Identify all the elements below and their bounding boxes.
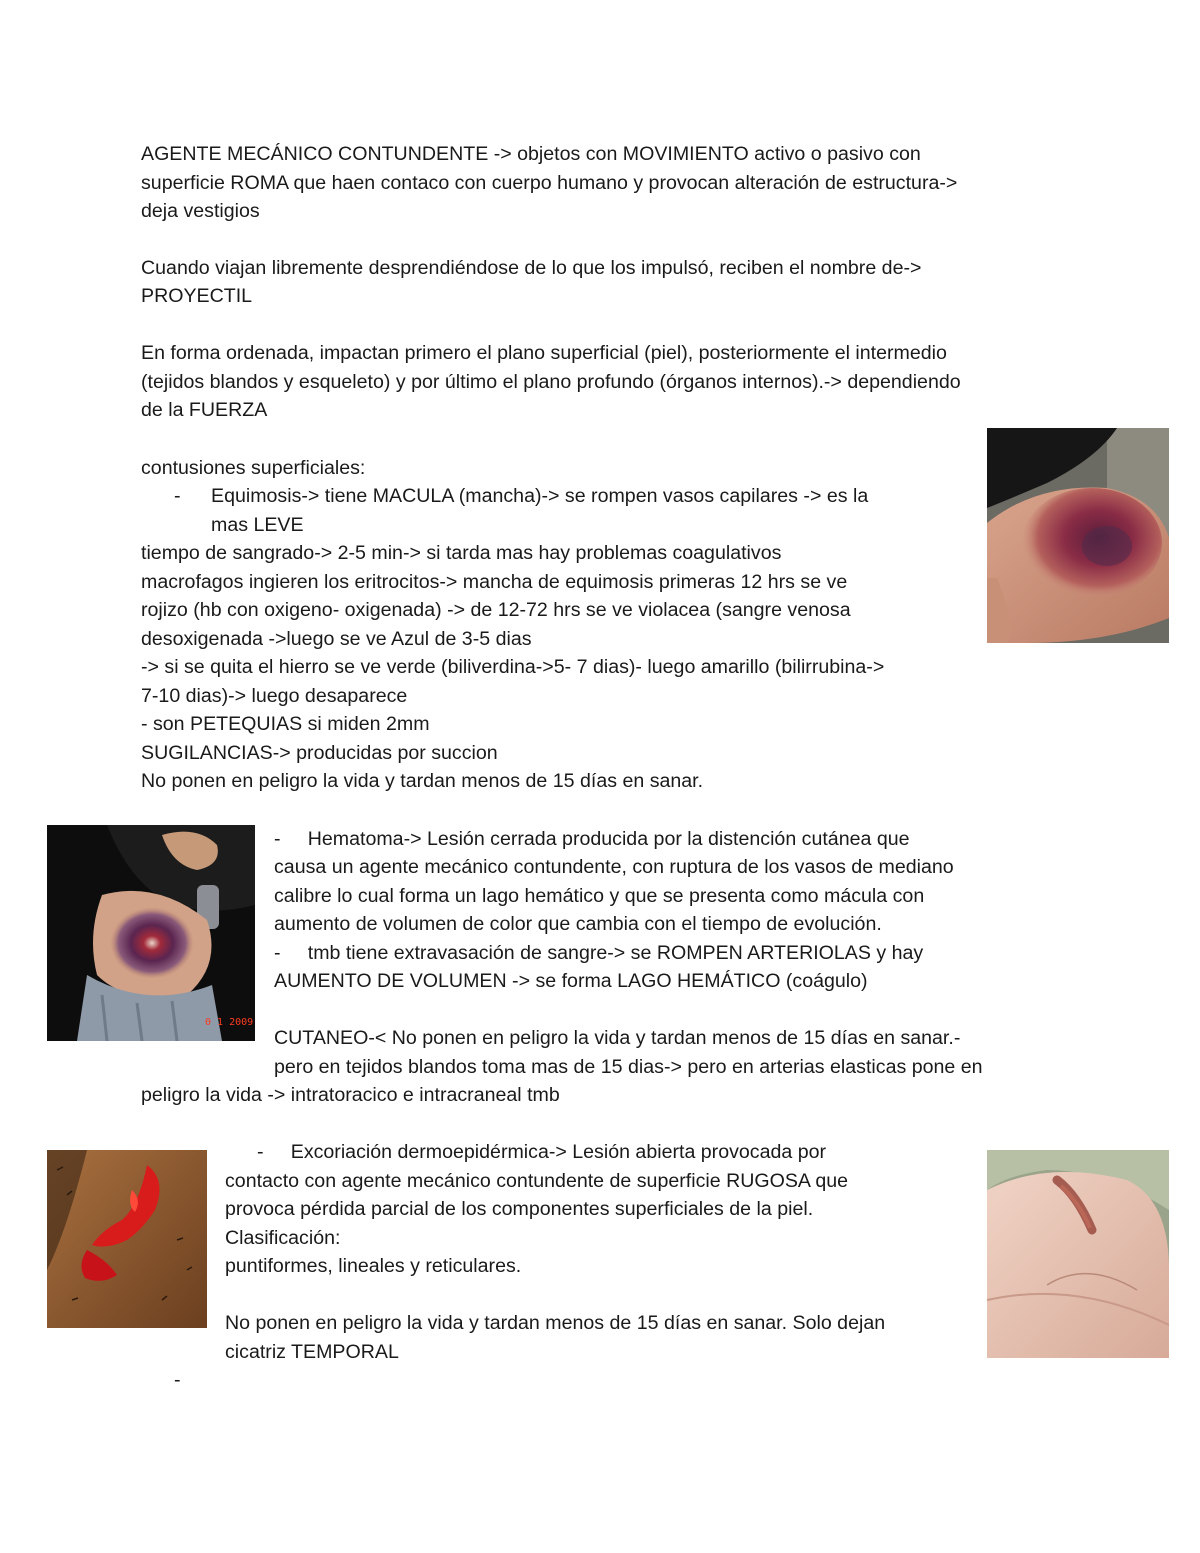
text-line: SUGILANCIAS-> producidas por succion bbox=[141, 742, 498, 764]
text-line: tiempo de sangrado-> 2-5 min-> si tarda mas hay problemas coagulativos bbox=[141, 542, 782, 564]
text-line: - Excoriación dermoepidérmica-> Lesión abierta provocada por bbox=[257, 1141, 827, 1163]
text-line: peligro la vida -> intratoracico e intracraneal tmb bbox=[141, 1084, 560, 1106]
text-line: pero en tejidos blandos toma mas de 15 dias-> pero en arterias elasticas pone en bbox=[274, 1056, 983, 1078]
excoriacion-knee-photo bbox=[987, 1150, 1169, 1358]
section-heading: contusiones superficiales: bbox=[141, 457, 366, 479]
text-line: Cuando viajan libremente desprendiéndose de lo que los impulsó, reciben el nombre de-> bbox=[141, 257, 922, 279]
text-line: (tejidos blandos y esqueleto) y por último el plano profundo (órganos internos).-> dependiendo bbox=[141, 371, 961, 393]
text-line: contacto con agente mecánico contundente de superficie RUGOSA que bbox=[225, 1170, 849, 1192]
text-line: - Hematoma-> Lesión cerrada producida por la distención cutánea que bbox=[274, 828, 910, 850]
text-line: -> si se quita el hierro se ve verde (biliverdina->5- 7 dias)- luego amarillo (bilirrubina-> bbox=[141, 656, 885, 678]
text-line: desoxigenada ->luego se ve Azul de 3-5 dias bbox=[141, 628, 532, 650]
text-line: No ponen en peligro la vida y tardan menos de 15 días en sanar. bbox=[141, 770, 704, 792]
bullet-marker: - bbox=[174, 485, 181, 507]
text-line: superficie ROMA que haen contaco con cuerpo humano y provocan alteración de estructura-> bbox=[141, 172, 958, 194]
bullet-marker: - bbox=[174, 1369, 181, 1391]
text-line: mas LEVE bbox=[211, 514, 304, 536]
text-line: PROYECTIL bbox=[141, 285, 253, 307]
text-line: 7-10 dias)-> luego desaparece bbox=[141, 685, 408, 707]
text-line: provoca pérdida parcial de los componentes superficiales de la piel. bbox=[225, 1198, 814, 1220]
text-line: Clasificación: bbox=[225, 1227, 341, 1249]
text-line: causa un agente mecánico contundente, con ruptura de los vasos de mediano bbox=[274, 856, 954, 878]
text-line: - son PETEQUIAS si miden 2mm bbox=[141, 713, 430, 735]
photo-date-stamp: 0 1 2009 bbox=[205, 1017, 254, 1028]
text-line: deja vestigios bbox=[141, 200, 260, 222]
text-line: cicatriz TEMPORAL bbox=[225, 1341, 399, 1363]
text-line: Equimosis-> tiene MACULA (mancha)-> se rompen vasos capilares -> es la bbox=[211, 485, 869, 507]
text-line: aumento de volumen de color que cambia con el tiempo de evolución. bbox=[274, 913, 882, 935]
text-line: AGENTE MECÁNICO CONTUNDENTE -> objetos con MOVIMIENTO activo o pasivo con bbox=[141, 143, 921, 165]
text-line: - tmb tiene extravasación de sangre-> se ROMPEN ARTERIOLAS y hay bbox=[274, 942, 924, 964]
text-line: En forma ordenada, impactan primero el plano superficial (piel), posteriormente el intermedio bbox=[141, 342, 947, 364]
text-line: calibre lo cual forma un lago hemático y que se presenta como mácula con bbox=[274, 885, 925, 907]
text-line: macrofagos ingieren los eritrocitos-> mancha de equimosis primeras 12 hrs se ve bbox=[141, 571, 848, 593]
text-line: AUMENTO DE VOLUMEN -> se forma LAGO HEMÁTICO (coágulo) bbox=[274, 970, 868, 992]
text-line: CUTANEO-< No ponen en peligro la vida y tardan menos de 15 días en sanar.- bbox=[274, 1027, 961, 1049]
equimosis-photo bbox=[987, 428, 1169, 643]
text-line: de la FUERZA bbox=[141, 399, 268, 421]
text-line: puntiformes, lineales y reticulares. bbox=[225, 1255, 522, 1277]
text-line: rojizo (hb con oxigeno- oxigenada) -> de 12-72 hrs se ve violacea (sangre venosa bbox=[141, 599, 851, 621]
hematoma-photo bbox=[47, 825, 255, 1041]
text-line: No ponen en peligro la vida y tardan menos de 15 días en sanar. Solo dejan bbox=[225, 1312, 886, 1334]
excoriacion-leg-photo bbox=[47, 1150, 207, 1328]
